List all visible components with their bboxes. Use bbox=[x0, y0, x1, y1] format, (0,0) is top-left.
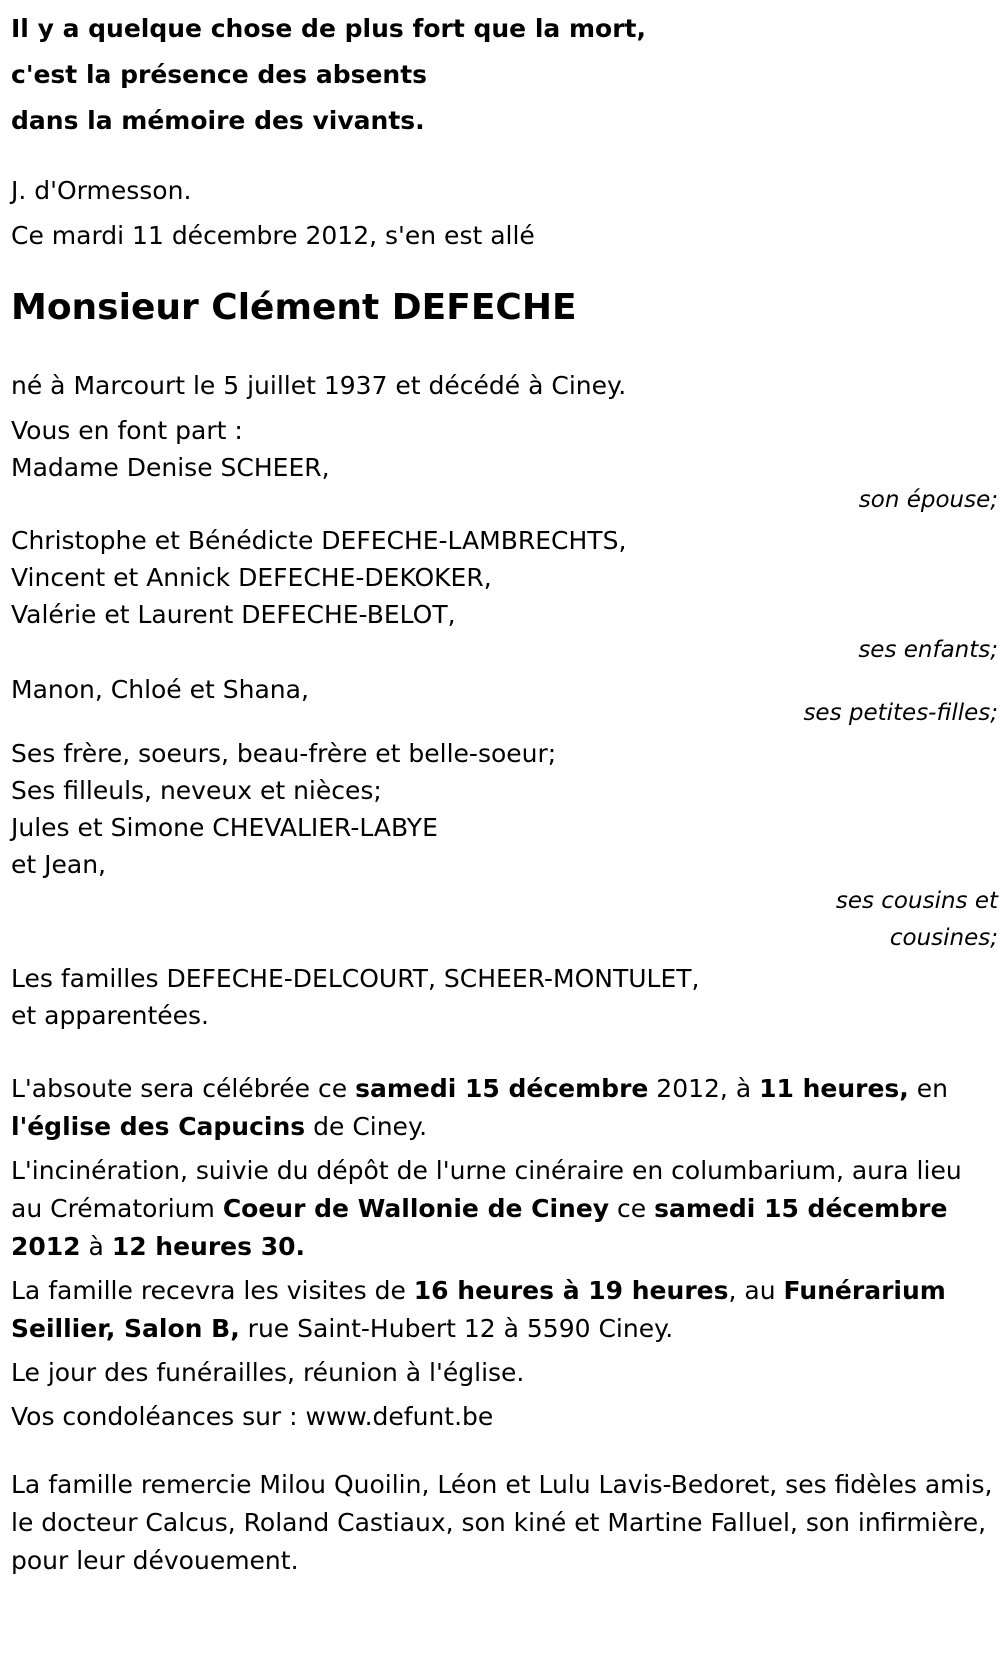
grandchildren-role: ses petites-filles; bbox=[803, 700, 998, 726]
families-line: Les familles DEFECHE-DELCOURT, SCHEER-MONTULET, bbox=[11, 964, 700, 993]
intro-text: Ce mardi 11 décembre 2012, s'en est allé bbox=[11, 221, 535, 250]
text-span: de Ciney. bbox=[305, 1112, 428, 1141]
place-span: l'église des Capucins bbox=[11, 1112, 306, 1141]
text-span: 2012, à bbox=[648, 1074, 760, 1103]
child-name: Vincent et Annick DEFECHE-DEKOKER, bbox=[11, 563, 492, 592]
text-span: rue Saint-Hubert 12 à 5590 Ciney. bbox=[239, 1314, 674, 1343]
thanks-paragraph: La famille remercie Milou Quoilin, Léon et Lulu Lavis-Bedoret, ses fidèles amis, le docteur Calcus, Roland Castiaux, son kiné et Martine Falluel, son infirmière, pour leur dévouement. bbox=[11, 1470, 993, 1575]
visits-paragraph bbox=[11, 1272, 998, 1348]
child-name: Valérie et Laurent DEFECHE-BELOT, bbox=[11, 600, 456, 629]
text-span: L'absoute sera célébrée ce bbox=[11, 1074, 356, 1103]
time-span: 16 heures à 19 heures bbox=[413, 1276, 729, 1305]
cousins-role: ses cousins et bbox=[835, 888, 998, 914]
funeral-meeting-text: Le jour des funérailles, réunion à l'église. bbox=[11, 1358, 525, 1387]
quote-line: Il y a quelque chose de plus fort que la mort, bbox=[11, 14, 646, 43]
date-span: samedi 15 décembre 2012 bbox=[11, 1194, 948, 1261]
text-span: en bbox=[908, 1074, 948, 1103]
birth-text: né à Marcourt le 5 juillet 1937 et décédé à Ciney. bbox=[11, 371, 627, 400]
text-span: à bbox=[80, 1232, 112, 1261]
text-span: ce bbox=[609, 1194, 655, 1223]
spouse-name: Madame Denise SCHEER, bbox=[11, 453, 330, 482]
relative-line: Ses filleuls, neveux et nièces; bbox=[11, 776, 382, 805]
families-list bbox=[11, 960, 998, 1034]
relative-line: et Jean, bbox=[11, 850, 106, 879]
quote-line: c'est la présence des absents bbox=[11, 60, 428, 89]
children-list bbox=[11, 522, 998, 633]
time-span: 12 heures 30. bbox=[111, 1232, 306, 1261]
obituary-page bbox=[11, 4, 998, 1580]
quote-block bbox=[11, 4, 998, 139]
place-span: Coeur de Wallonie de Ciney bbox=[222, 1194, 610, 1223]
text-span: , au bbox=[728, 1276, 784, 1305]
incineration-paragraph bbox=[11, 1152, 998, 1266]
spouse-role: son épouse; bbox=[858, 487, 998, 513]
relative-line: Ses frère, soeurs, beau-frère et belle-soeur; bbox=[11, 739, 557, 768]
time-span: 11 heures, bbox=[759, 1074, 909, 1103]
text-span: La famille recevra les visites de bbox=[11, 1276, 414, 1305]
text-span: L'incinération, suivie du dépôt de l'urne cinéraire en columbarium, aura lieu au Crématorium bbox=[11, 1156, 962, 1223]
quote-author: J. d'Ormesson. bbox=[11, 176, 192, 205]
child-name: Christophe et Bénédicte DEFECHE-LAMBRECHTS, bbox=[11, 526, 627, 555]
children-role: ses enfants; bbox=[858, 637, 998, 663]
absoute-paragraph bbox=[11, 1070, 998, 1146]
relatives-list bbox=[11, 735, 998, 883]
condolences-text: Vos condoléances sur : www.defunt.be bbox=[11, 1402, 494, 1431]
place-span: Funérarium Seillier, Salon B, bbox=[11, 1276, 946, 1343]
cousins-role: cousines; bbox=[889, 925, 998, 951]
date-span: samedi 15 décembre bbox=[355, 1074, 649, 1103]
relative-line: Jules et Simone CHEVALIER-LABYE bbox=[11, 813, 438, 842]
ceremony-section bbox=[11, 1070, 998, 1436]
grandchildren-names: Manon, Chloé et Shana, bbox=[11, 675, 309, 704]
quote-line: dans la mémoire des vivants. bbox=[11, 106, 425, 135]
families-line: et apparentées. bbox=[11, 1001, 209, 1030]
announce-text: Vous en font part : bbox=[11, 416, 243, 445]
deceased-name: Monsieur Clément DEFECHE bbox=[11, 287, 577, 328]
